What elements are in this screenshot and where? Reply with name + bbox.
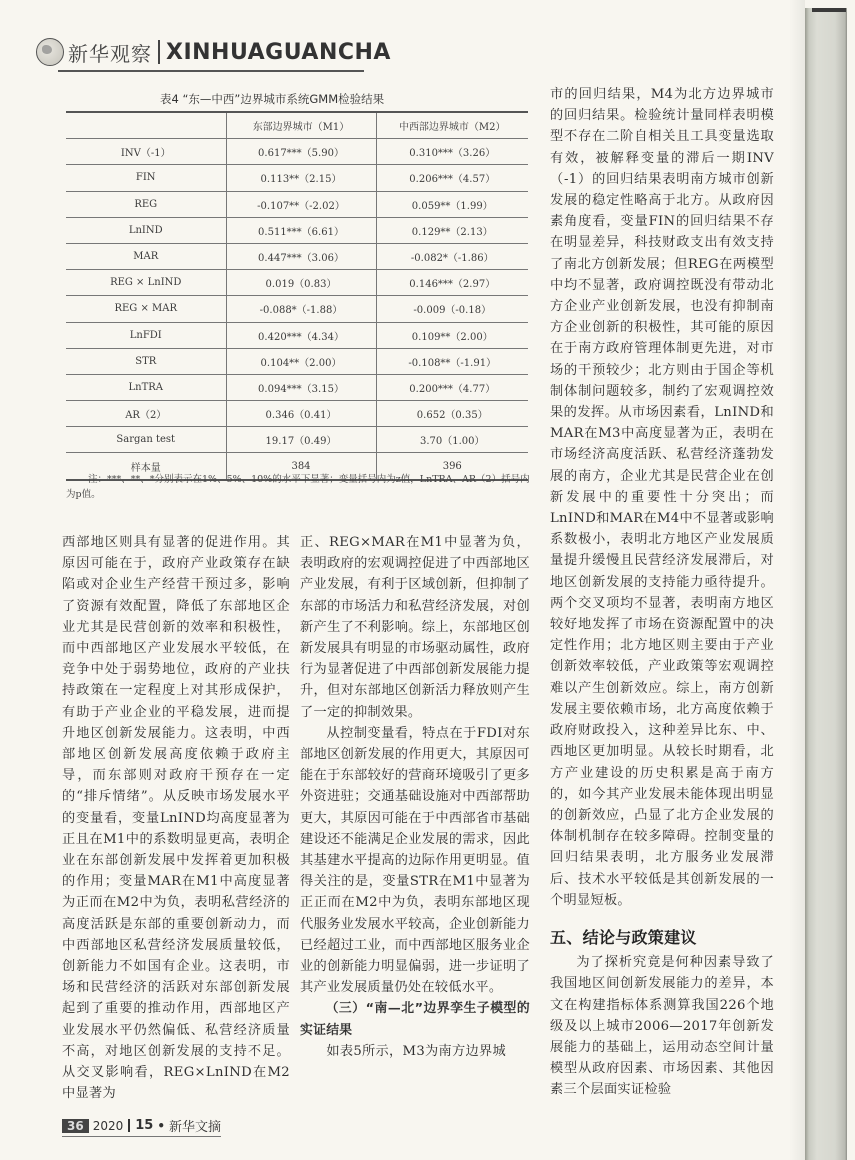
table-row <box>66 217 528 243</box>
row-label: LnIND <box>66 217 226 243</box>
body-column-3 <box>550 84 774 1101</box>
cell-m2: 0.129**（2.13） <box>376 217 528 243</box>
cell-m2: 0.200***（4.77） <box>376 374 528 400</box>
row-label: Sargan test <box>66 427 226 453</box>
masthead-title-en: XINHUAGUANCHA <box>166 39 391 65</box>
paragraph: 如表5所示，M3为南方边界城 <box>326 1043 506 1059</box>
row-label: LnFDI <box>66 322 226 348</box>
cell-m2: -0.009（-0.18） <box>376 296 528 322</box>
cell-m2: -0.082*（-1.86） <box>376 243 528 269</box>
subsection-heading: （三）“南—北”边界孪生子模型的实证结果 <box>300 1001 530 1038</box>
section-heading: 五、结论与政策建议 <box>550 927 697 947</box>
paragraph: 从控制变量看，特点在于FDI对东部地区创新发展的作用更大，其原因可能在于东部较好的营商环境吸引了更多外资进驻；交通基础设施对中西部帮助更大，其原因可能在于中西部省市基础建设还不能满足企业发展的需求，因此其基建水平提高的边际作用更明显。值得关注的是，变量STR在M1中显著为正正而在M2中为负，表明东部地区现代服务业发展水平较高，企业创新能力已经超过工业，而中西部地区服务业企业的创新能力明显偏弱，进一步证明了其产业发展质量仍处在较低水平。 <box>300 725 530 996</box>
paragraph: 正、REG×MAR在M1中显著为负，表明政府的宏观调控促进了中西部地区产业发展，有利于区域创新，但抑制了东部的市场活力和私营经济发展，对创新产生了不利影响。综上，东部地区创新发展具有明显的市场驱动属性，政府行为显著促进了中西部创新发展能力提升，但对东部地区创新活力释放则产生了一定的抑制效果。 <box>300 535 530 720</box>
page-gutter-shadow <box>790 0 805 1160</box>
row-label: REG × MAR <box>66 296 226 322</box>
cell-m2: 0.652（0.35） <box>376 401 528 427</box>
cell-m2: -0.108**（-1.91） <box>376 348 528 374</box>
cell-m2: 3.70（1.00） <box>376 427 528 453</box>
row-label: REG <box>66 191 226 217</box>
cell-m2: 0.310***（3.26） <box>376 139 528 165</box>
cell-m2: 0.146***（2.97） <box>376 270 528 296</box>
gmm-results-table <box>66 111 528 481</box>
cell-m1: 0.113**（2.15） <box>226 165 376 191</box>
row-label: FIN <box>66 165 226 191</box>
footer-divider <box>128 1119 130 1132</box>
table-row <box>66 322 528 348</box>
table-row <box>66 139 528 165</box>
cell-m1: -0.107**（-2.02） <box>226 191 376 217</box>
page-footer <box>62 1116 221 1137</box>
cell-m1: 0.094***（3.15） <box>226 374 376 400</box>
cell-m1: 0.346（0.41） <box>226 401 376 427</box>
header-cell: 东部边界城市（M1） <box>226 112 376 139</box>
row-label: INV（-1） <box>66 139 226 165</box>
header-cell: 中西部边界城市（M2） <box>376 112 528 139</box>
cell-m1: 0.447***（3.06） <box>226 243 376 269</box>
page-number: 36 <box>62 1119 89 1133</box>
masthead-rule <box>58 70 364 72</box>
header-cell <box>66 112 226 139</box>
footer-dot: • <box>157 1118 166 1133</box>
body-column-1 <box>62 532 290 1104</box>
cell-m1: 19.17（0.49） <box>226 427 376 453</box>
row-label: REG × LnIND <box>66 270 226 296</box>
cell-m1: 0.511***（6.61） <box>226 217 376 243</box>
row-label: STR <box>66 348 226 374</box>
paragraph: 为了探析究竟是何种因素导致了我国地区间创新发展能力的差异，本文在构建指标体系测算我国226个地级及以上城市2006—2017年创新发展能力的基础上，运用动态空间计量模型从政府因素、市场因素、其他因素三个层面实证检验 <box>550 955 774 1098</box>
cell-m2: 0.109**（2.00） <box>376 322 528 348</box>
table-row <box>66 296 528 322</box>
row-label: 样本量 <box>66 453 226 480</box>
table-row <box>66 191 528 217</box>
cell-m1: 384 <box>226 453 376 480</box>
table-row <box>66 270 528 296</box>
table-row <box>66 348 528 374</box>
footer-magazine-name: 新华文摘 <box>169 1120 222 1135</box>
cell-m1: 0.420***（4.34） <box>226 322 376 348</box>
cell-m1: 0.617***（5.90） <box>226 139 376 165</box>
book-spine <box>805 8 847 1160</box>
masthead-title-cn: 新华观察 <box>68 41 152 66</box>
row-label: MAR <box>66 243 226 269</box>
masthead-divider <box>158 40 160 64</box>
paragraph: 西部地区则具有显著的促进作用。其原因可能在于，政府产业政策存在缺陷或对企业生产经营干预过多，影响了资源有效配置，降低了东部地区企业尤其是民营创新的效率和积极性，而中西部地区产业发展水平较低，在竞争中处于弱势地位，政府的产业扶持政策在一定程度上对其形成保护，有助于产业企业的平稳发展，进而提升地区创新发展能力。这表明，中西部地区创新发展高度依赖于政府主导，而东部则对政府干预存在一定的“排斥情绪”。从反映市场发展水平的变量看，变量LnIND均高度显著为正且在M1中的系数明显更高，表明企业在东部创新发展中发挥着更加积极的作用；变量MAR在M1中高度显著为正而在M2中为负，表明私营经济的高度活跃是东部的重要创新动力，而中西部地区私营经济发展质量较低，创新能力不如国有企业。这表明，市场和民营经济的活跃对东部创新发展起到了重要的推动作用，西部地区产业发展水平仍然偏低、私营经济质量不高，对地区创新发展的支持不足。从交叉影响看，REG×LnIND在M2中显著为 <box>62 535 290 1102</box>
table-row <box>66 374 528 400</box>
masthead <box>36 34 391 70</box>
table-header-row <box>66 112 528 139</box>
table-note: 注：***、**、*分别表示在1%、5%、10%的水平下显著；变量括号内为z值，LnTRA、AR（2）括号内为p值。 <box>66 474 530 500</box>
footer-issue: 15 <box>135 1118 154 1133</box>
spine-top-edge <box>812 8 846 12</box>
cell-m1: 0.019（0.83） <box>226 270 376 296</box>
table-row <box>66 401 528 427</box>
cell-m2: 0.206***（4.57） <box>376 165 528 191</box>
cell-m1: 0.104**（2.00） <box>226 348 376 374</box>
row-label: AR（2） <box>66 401 226 427</box>
table-row <box>66 165 528 191</box>
cell-m1: -0.088*（-1.88） <box>226 296 376 322</box>
table-row <box>66 427 528 453</box>
row-label: LnTRA <box>66 374 226 400</box>
paragraph: 市的回归结果，M4为北方边界城市的回归结果。检验统计量同样表明模型不存在二阶自相关且工具变量选取有效，被解释变量的滞后一期INV（-1）的回归结果表明南方城市创新发展的稳定性略高于北方。从政府因素角度看，变量FIN的回归结果不存在明显差异，科技财政支出有效支持了南北方创新发展；但REG在两模型中均不显著，政府调控既没有带动北方企业产业创新发展，也没有抑制南方企业创新的积极性，其可能的原因在于南方政府管理体制更先进，对市场的干预较少；北方则由于国企等机制体制问题较多，制约了宏观调控效果的发挥。从市场因素看，LnIND和MAR在M3中高度显著为正，表明在市场经济高度活跃、私营经济蓬勃发展的南方，企业尤其是民营企业在创新发展中的重要性十分突出；而LnIND和MAR在M4中不显著或影响系数极小，表明北方地区产业发展质量提升缓慢且民营经济发展滞后，对地区创新发展的支持能力亟待提升。两个交叉项均不显著，表明南方地区较好地发挥了市场在资源配置中的决定性作用；北方地区则主要由于产业创新效率较低，产业政策等宏观调控难以产生创新效应。综上，南方创新发展主要依赖市场，北方高度依赖于政府财政投入，这种差异比东、中、西地区更加明显。从较长时期看，北方产业建设的历史积累是高于南方的，如今其产业发展未能体现出明显的创新效应，凸显了北方企业发展的体制机制存在较多障碍。控制变量的回归结果表明，北方服务业发展滞后、技术水平较低是其创新发展的一个明显短板。 <box>550 87 774 908</box>
table-title: 表4 “东—中西”边界城市系统GMM检验结果 <box>160 92 385 106</box>
footer-year: 2020 <box>92 1118 124 1133</box>
body-column-2 <box>300 532 530 1062</box>
cell-m2: 396 <box>376 453 528 480</box>
globe-logo-icon <box>36 38 64 66</box>
table-row <box>66 243 528 269</box>
cell-m2: 0.059**（1.99） <box>376 191 528 217</box>
